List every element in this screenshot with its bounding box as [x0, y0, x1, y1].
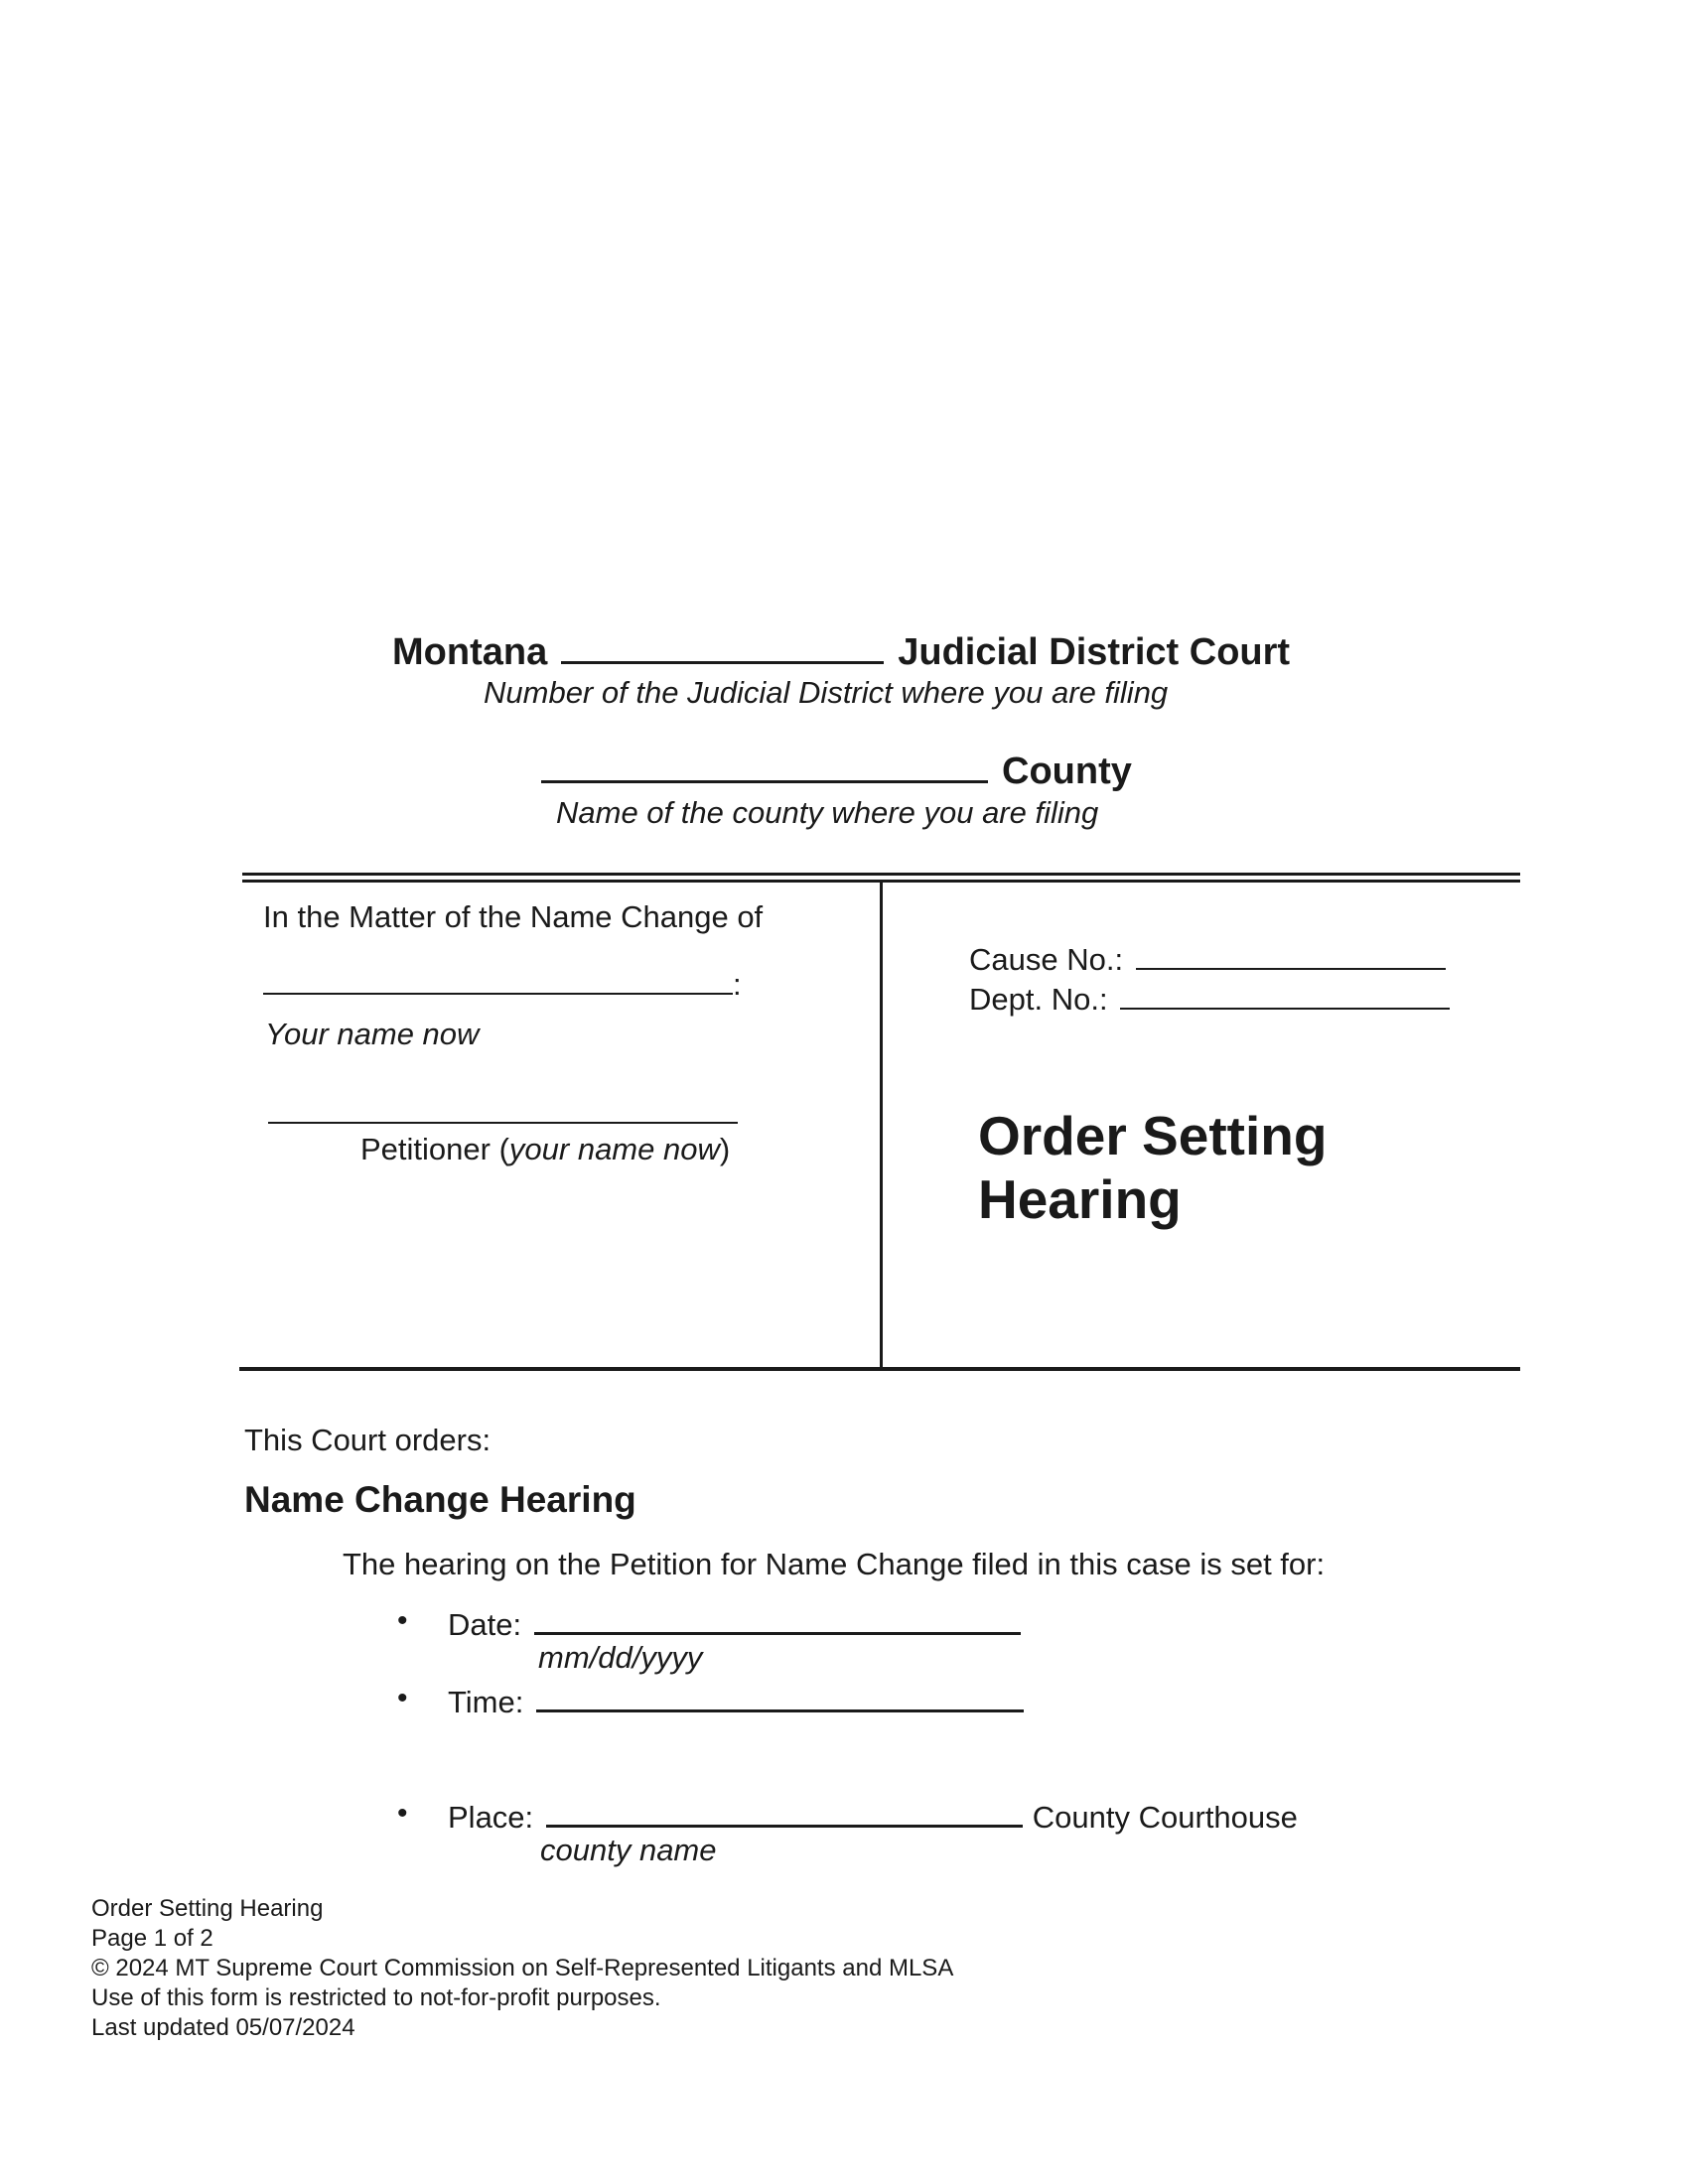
- dept-number: [969, 978, 1450, 1018]
- court-prefix: Montana: [392, 631, 548, 673]
- footer-restriction: Use of this form is restricted to not-for-profit purposes.: [91, 1984, 661, 2011]
- name-colon: :: [733, 967, 742, 1002]
- petitioner-label: Petitioner (your name now): [360, 1132, 731, 1166]
- county-hint: Name of the county where you are filing: [556, 795, 1099, 830]
- petitioner-hint: your name now: [508, 1132, 720, 1166]
- cause-label: Cause No.:: [969, 942, 1124, 977]
- date-blank[interactable]: [534, 1602, 1021, 1635]
- hearing-sentence: The hearing on the Petition for Name Change filed in this case is set for:: [343, 1547, 1326, 1581]
- footer-form-name: Order Setting Hearing: [91, 1895, 324, 1922]
- section-heading: Name Change Hearing: [244, 1479, 636, 1520]
- time-bullet: •: [397, 1682, 408, 1714]
- date-bullet: •: [397, 1604, 408, 1637]
- petitioner-name-blank[interactable]: [263, 961, 733, 995]
- date-label: Date:: [448, 1607, 522, 1642]
- matter-label: In the Matter of the Name Change of: [263, 899, 764, 934]
- place-suffix: County Courthouse: [1032, 1800, 1298, 1835]
- county-blank[interactable]: [541, 747, 988, 783]
- cause-number-blank[interactable]: [1136, 938, 1446, 970]
- name-hint: Your name now: [265, 1017, 480, 1051]
- document-title: Order Setting Hearing: [978, 1105, 1328, 1230]
- caption-bottom-rule: [239, 1367, 1520, 1371]
- court-heading: [392, 627, 1290, 674]
- judicial-district-hint: Number of the Judicial District where you are filing: [484, 675, 1169, 710]
- footer-page: Page 1 of 2: [91, 1925, 213, 1952]
- date-hint: mm/dd/yyyy: [538, 1640, 703, 1675]
- dept-number-blank[interactable]: [1120, 978, 1450, 1010]
- court-orders-intro: This Court orders:: [244, 1423, 492, 1457]
- time-label: Time:: [448, 1685, 524, 1719]
- place-bullet: •: [397, 1797, 408, 1830]
- footer-updated: Last updated 05/07/2024: [91, 2014, 355, 2041]
- county-suffix: County: [1002, 751, 1132, 792]
- time-row: [448, 1680, 1024, 1720]
- petitioner-signature-line[interactable]: [268, 1122, 738, 1124]
- place-row: [448, 1795, 1298, 1836]
- petitioner-name-line: [263, 961, 742, 1003]
- caption-top-rule-1: [242, 873, 1520, 876]
- judicial-district-blank[interactable]: [561, 627, 884, 664]
- footer-copyright: © 2024 MT Supreme Court Commission on Self-Represented Litigants and MLSA: [91, 1955, 954, 1981]
- place-hint: county name: [540, 1833, 717, 1867]
- place-blank[interactable]: [546, 1795, 1023, 1828]
- court-suffix: Judicial District Court: [898, 631, 1291, 673]
- cause-number: [969, 938, 1446, 978]
- caption-divider: [880, 880, 883, 1369]
- date-row: [448, 1602, 1021, 1643]
- county-heading: [541, 747, 1132, 793]
- time-blank[interactable]: [536, 1680, 1024, 1712]
- dept-label: Dept. No.:: [969, 982, 1108, 1017]
- place-label: Place:: [448, 1800, 534, 1835]
